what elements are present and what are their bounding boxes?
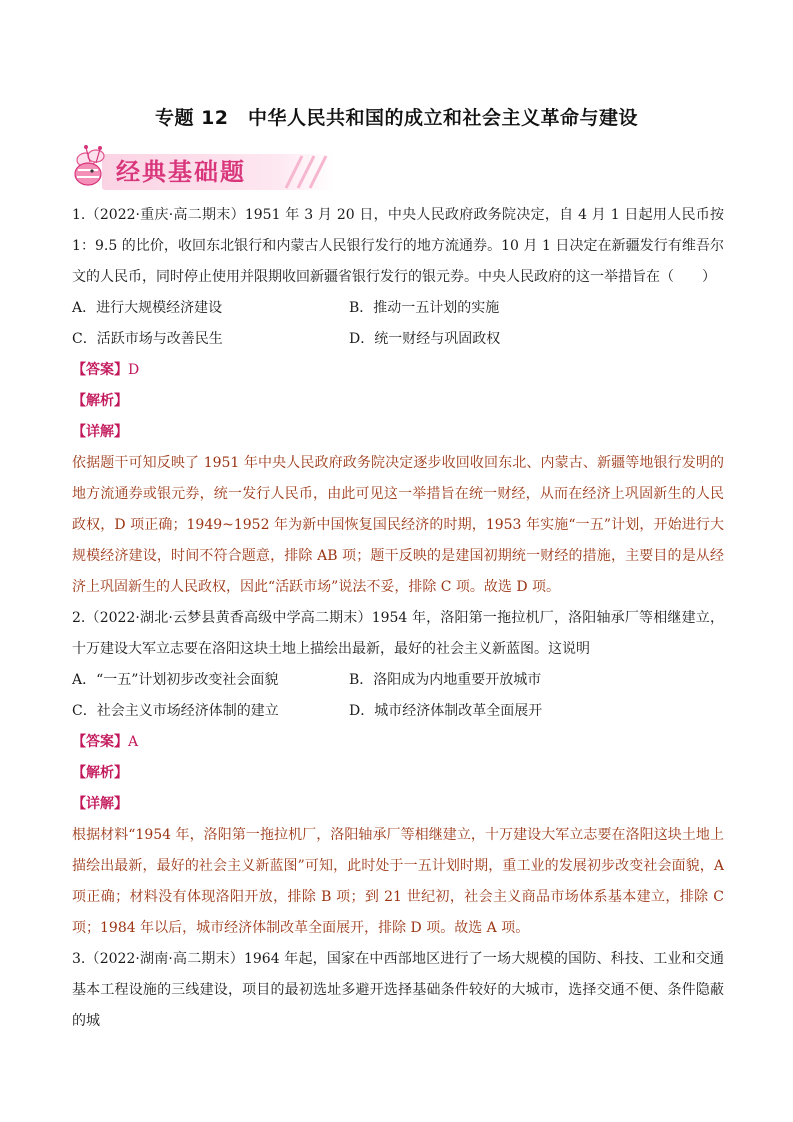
answer-tag: 【答案】 (72, 362, 128, 378)
question-stem: 2.（2022·湖北·云梦县黄香高级中学高二期末）1954 年，洛阳第一拖拉机厂，洛阳轴承厂等相继建立，十万建设大军立志要在洛阳这块土地上描绘出最新，最好的社会主义新蓝图。这说明 (72, 610, 724, 657)
options (72, 293, 724, 355)
answer-line (72, 727, 724, 758)
question-stem: 3.（2022·湖南·高二期末）1964 年起，国家在中西部地区进行了一场大规模的国防、科技、工业和交通基本工程设施的三线建设，项目的最初选址多避开选择基础条件较好的大城市，选择交通不便、条件隐蔽的城 (72, 951, 724, 1029)
page-title: 专题 12 中华人民共和国的成立和社会主义革命与建设 (154, 107, 639, 129)
xiangjie-tag: 【详解】 (72, 424, 128, 440)
section-label: 经典基础题 (116, 158, 246, 186)
answer-value: D (128, 362, 140, 378)
analysis-text: 依据题干可知反映了 1951 年中央人民政府政务院决定逐步收回收回东北、内蒙古、新疆等地银行发明的地方流通券或银元券，统一发行人民币，由此可见这一举措旨在统一财经，从而在经济上巩固新生的人民政权，D 项正确；1949~1952 年为新中国恢复国民经济的时期，1953 年实施“一五”计划，开始进行大规模经济建设，时间不符合题意，排除 AB 项；题干反映的是建国初期统一财经的措施，主要目的是从经济上巩固新生的人民政权，因此“活跃市场”说法不妥，排除 C 项。故选 D 项。 (72, 455, 724, 595)
question-stem: 1.（2022·重庆·高二期末）1951 年 3 月 20 日，中央人民政府政务院决定，自 4 月 1 日起用人民币按 1：9.5 的比价，收回东北银行和内蒙古人民银行发行的地方流通券。10 月 1 日决定在新疆发行有维吾尔文的人民币，同时停止使用并限期收回新疆省银行发行的银元券。中央人民政府的这一举措旨在（ ） (72, 207, 724, 285)
option-c: C．活跃市场与改善民生 (72, 331, 223, 347)
jiexi-tag: 【解析】 (72, 765, 128, 781)
question-2 (72, 603, 724, 944)
option-a: A．进行大规模经济建设 (72, 300, 223, 316)
question-3 (72, 944, 724, 1037)
option-d: D．城市经济体制改革全面展开 (349, 703, 543, 719)
answer-tag: 【答案】 (72, 734, 128, 750)
analysis-text: 根据材料“1954 年，洛阳第一拖拉机厂，洛阳轴承厂等相继建立，十万建设大军立志要在洛阳这块土地上描绘出最新，最好的社会主义新蓝图”可知，此时处于一五计划时期，重工业的发展初步改变社会面貌，A 项正确；材料没有体现洛阳开放，排除 B 项；到 21 世纪初，社会主义商品市场体系基本建立，排除 C 项；1984 年以后，城市经济体制改革全面展开，排除 D 项。故选 A 项。 (72, 827, 724, 936)
option-a: A．“一五”计划初步改变社会面貌 (72, 672, 279, 688)
options (72, 665, 724, 727)
section-banner (66, 140, 336, 194)
question-list (72, 200, 724, 1037)
option-c: C．社会主义市场经济体制的建立 (72, 703, 279, 719)
jiexi-tag: 【解析】 (72, 393, 128, 409)
answer-value: A (128, 734, 139, 750)
xiangjie-tag: 【详解】 (72, 796, 128, 812)
option-d: D．统一财经与巩固政权 (349, 331, 501, 347)
option-b: B．洛阳成为内地重要开放城市 (349, 672, 542, 688)
question-1 (72, 200, 724, 603)
option-b: B．推动一五计划的实施 (349, 300, 500, 316)
answer-line (72, 355, 724, 386)
